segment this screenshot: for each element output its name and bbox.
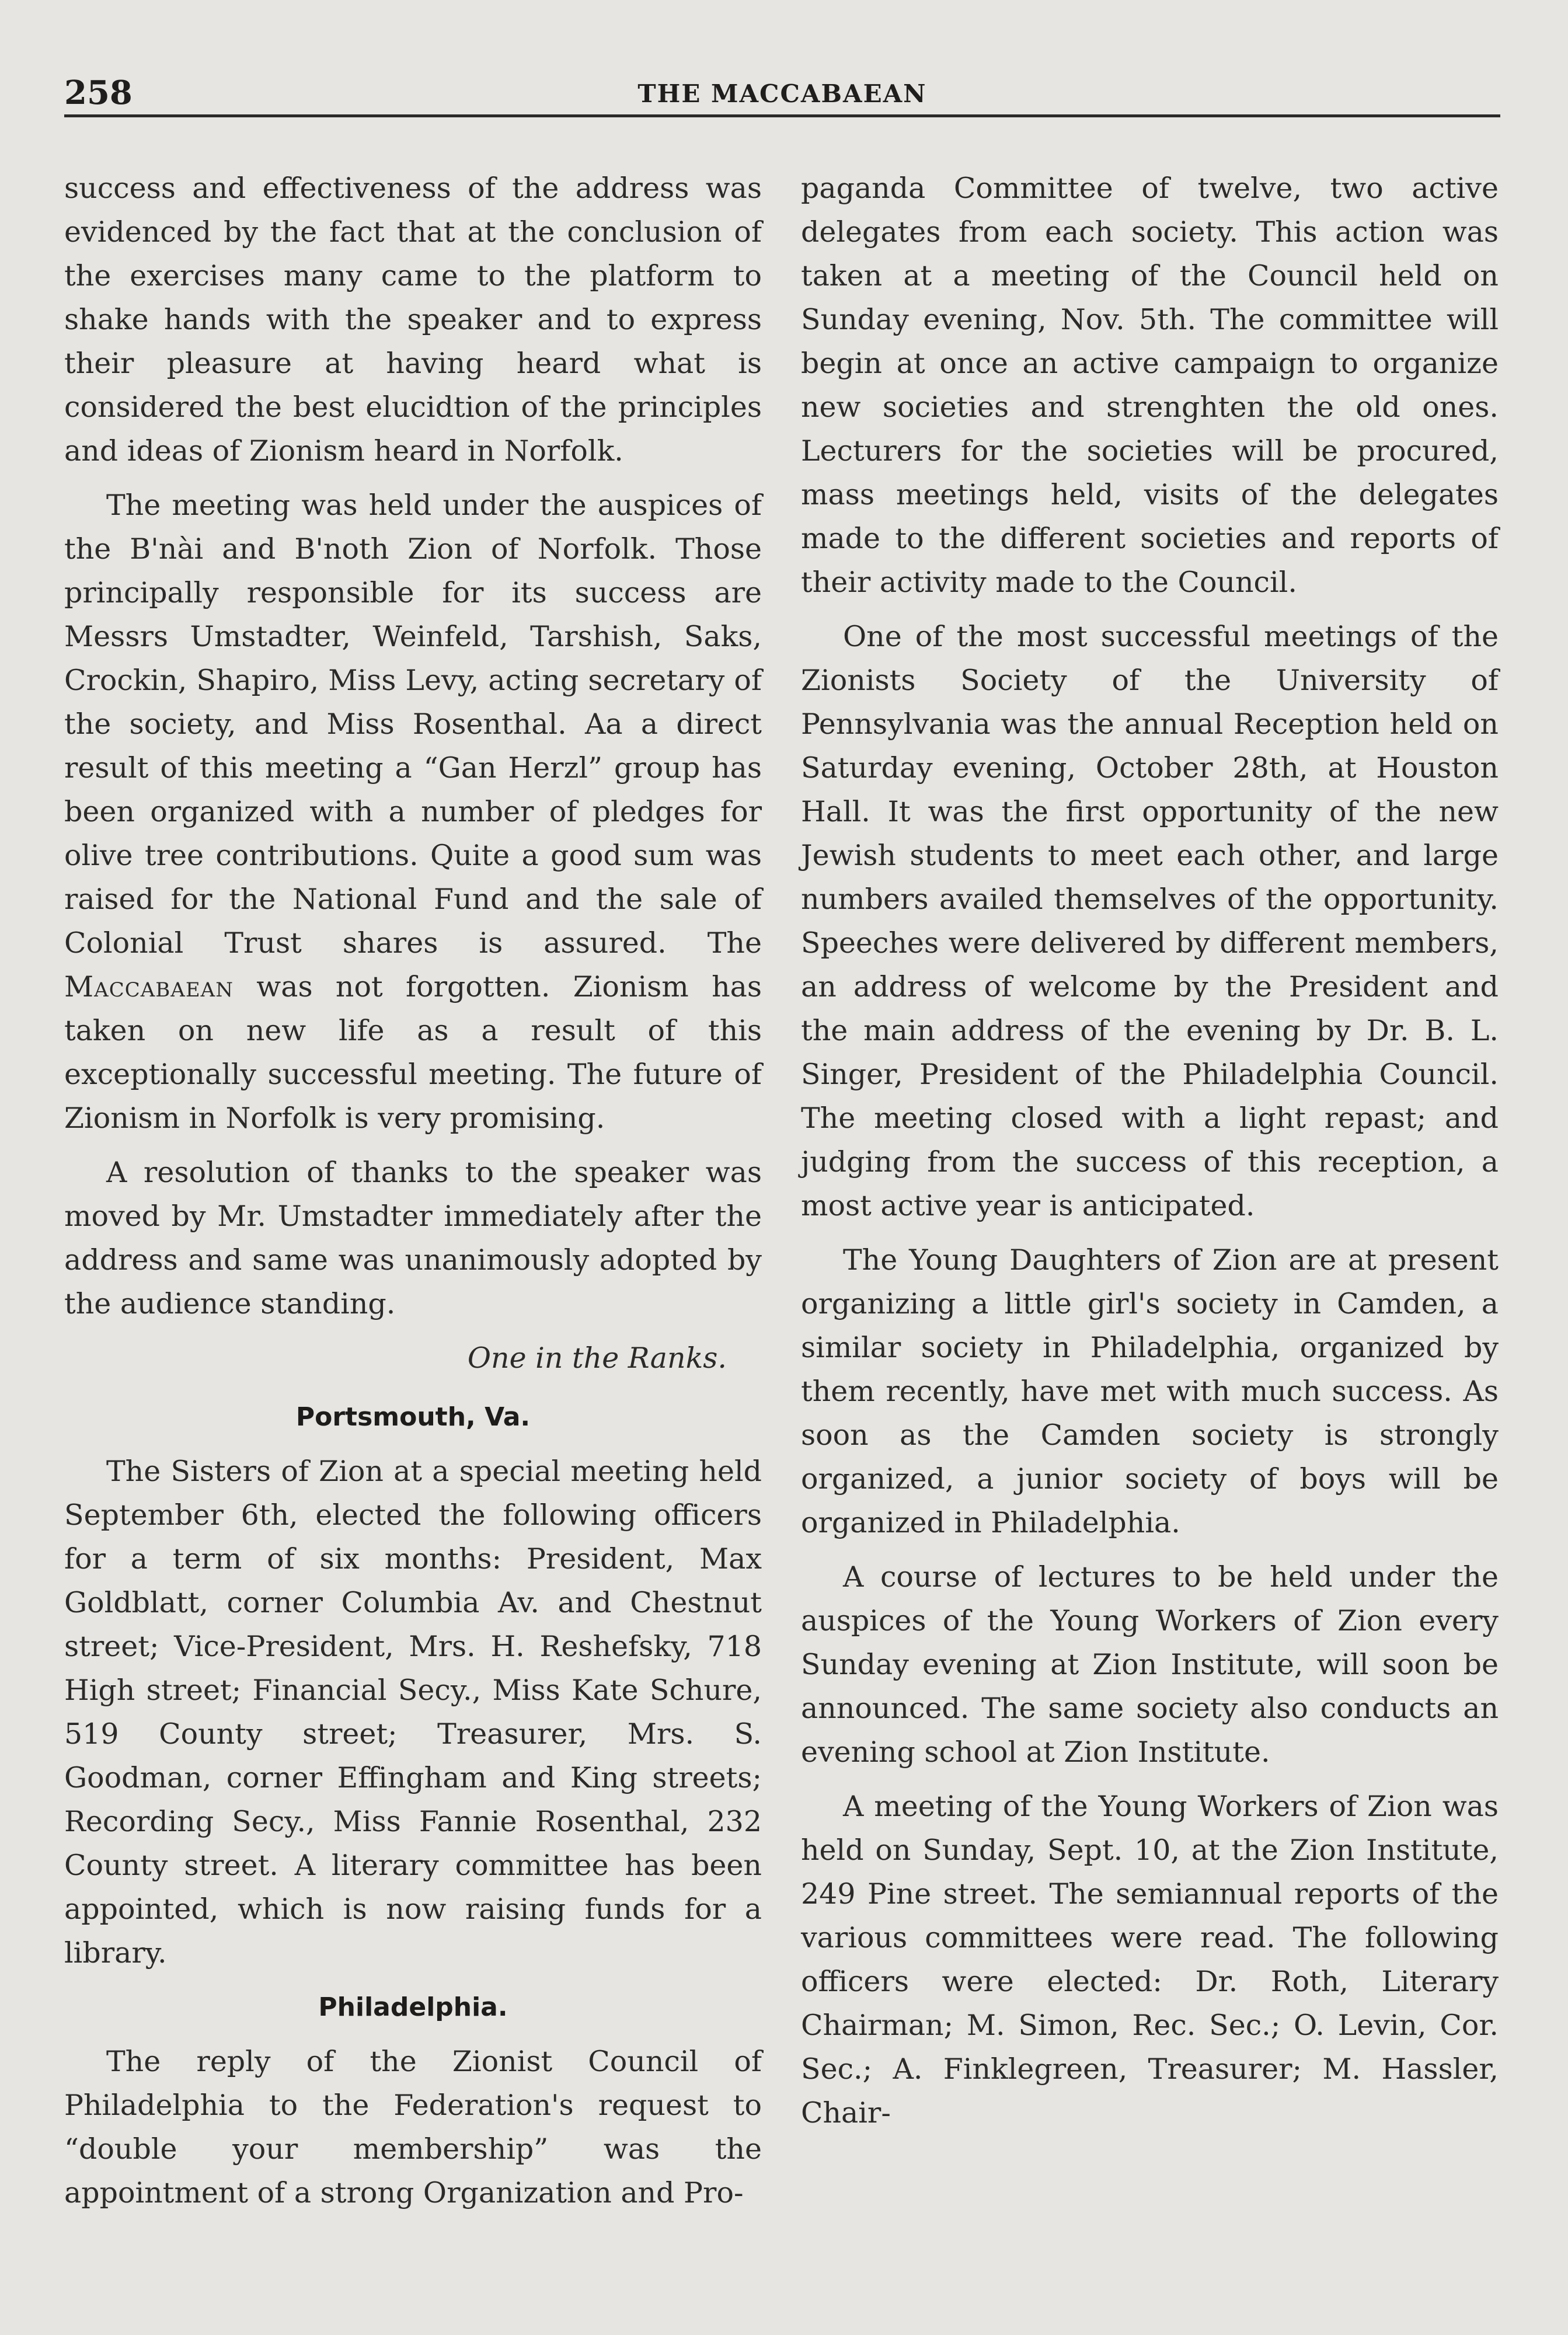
paragraph-text: The meeting was held under the auspices of the B'nài and B'noth Zion of Norfolk. Those principally responsible for its success are Messrs Umstadter, Weinfeld, Tarshish, Saks, Crockin, Shapiro, Miss Levy, acting secretary of the society, and Miss Rosenthal. Aa a direct result of this meeting a “Gan Herzl” group has been organized with a number of pledges for olive tree contributions. Quite a good sum was raised for the National Fund and the sale of Colonial Trust shares is assured. The bbox=[64, 489, 762, 960]
paragraph-portsmouth: The Sisters of Zion at a special meeting held September 6th, elected the following officers for a term of six months: President, Max Goldblatt, corner Columbia Av. and Chestnut street; Vice-President, Mrs. H. Reshefsky, 718 High street; Financial Secy., Miss Kate Schure, 519 County street; Treasurer, Mrs. S. Goodman, corner Effingham and King streets; Recording Secy., Miss Fannie Rosenthal, 232 County street. A literary committee has been appointed, which is now raising funds for a library. bbox=[64, 1455, 762, 1970]
left-column bbox=[64, 166, 762, 2225]
paragraph-university-reception: One of the most successful meetings of the Zionists Society of the University of Pennsylvania was the annual Reception held on Saturday evening, October 28th, at Houston Hall. It was the first opportunity of the new Jewish students to meet each other, and large numbers availed themselves of the opportunity. Speeches were delivered by different members, an address of welcome by the President and the main address of the evening by Dr. B. L. Singer, President of the Philadelphia Council. The meeting closed with a light repast; and judging from the success of this reception, a most active year is anticipated. bbox=[801, 620, 1499, 1222]
paragraph-young-daughters: The Young Daughters of Zion are at present organizing a little girl's society in Camden, a similar society in Philadelphia, organized by them recently, have met with much success. As soon as the Camden society is strongly organized, a junior society of boys will be organized in Philadelphia. bbox=[801, 1243, 1499, 1539]
signature: One in the Ranks. bbox=[467, 1341, 727, 1375]
paragraph-norfolk-resolution: A resolution of thanks to the speaker was moved by Mr. Umstadter immediately after the address and same was unanimously adopted by the audience standing. bbox=[64, 1156, 762, 1320]
paragraph-propaganda-committee: paganda Committee of twelve, two active delegates from each society. This action was taken at a meeting of the Council held on Sunday evening, Nov. 5th. The committee will begin at once an active campaign to organize new societies and strenghten the old ones. Lecturers for the societies will be procured, mass meetings held, visits of the delegates made to the different societies and reports of their activity made to the Council. bbox=[801, 172, 1499, 599]
right-column bbox=[801, 166, 1499, 2145]
heading-portsmouth: Portsmouth, Va. bbox=[295, 1402, 531, 1432]
running-title: THE MACCABAEAN bbox=[637, 79, 927, 108]
paragraph-philadelphia-council: The reply of the Zionist Council of Philadelphia to the Federation's request to “double your membership” was the appointment of a strong Organization and Pro- bbox=[64, 2045, 762, 2209]
paragraph-lecture-course: A course of lectures to be held under the auspices of the Young Workers of Zion every Sunday evening at Zion Institute, will soon be announced. The same society also conducts an evening school at Zion Institute. bbox=[801, 1560, 1499, 1769]
header-rule bbox=[64, 114, 1500, 117]
heading-philadelphia: Philadelphia. bbox=[318, 1992, 508, 2022]
paragraph-norfolk-auspices bbox=[64, 483, 762, 1140]
page-header bbox=[64, 69, 1500, 121]
paragraph-young-workers-meeting: A meeting of the Young Workers of Zion was held on Sunday, Sept. 10, at the Zion Institute, 249 Pine street. The semiannual reports of the various committees were read. The following officers were elected: Dr. Roth, Literary Chairman; M. Simon, Rec. Sec.; O. Levin, Cor. Sec.; A. Finklegreen, Treasurer; M. Hassler, Chair- bbox=[801, 1790, 1499, 2130]
paragraph-norfolk-continued: success and effectiveness of the address was evidenced by the fact that at the conclusion of the exercises many came to the platform to shake hands with the speaker and to express their pleasure at having heard what is considered the best elucidtion of the principles and ideas of Zionism heard in Norfolk. bbox=[64, 172, 762, 468]
paragraph-text: was not forgotten. Zionism has taken on new life as a result of this exceptionally successful meeting. The future of Zionism in Norfolk is very promising. bbox=[64, 970, 762, 1135]
page-number: 258 bbox=[64, 74, 133, 112]
magazine-name: Maccabaean bbox=[64, 970, 234, 1003]
